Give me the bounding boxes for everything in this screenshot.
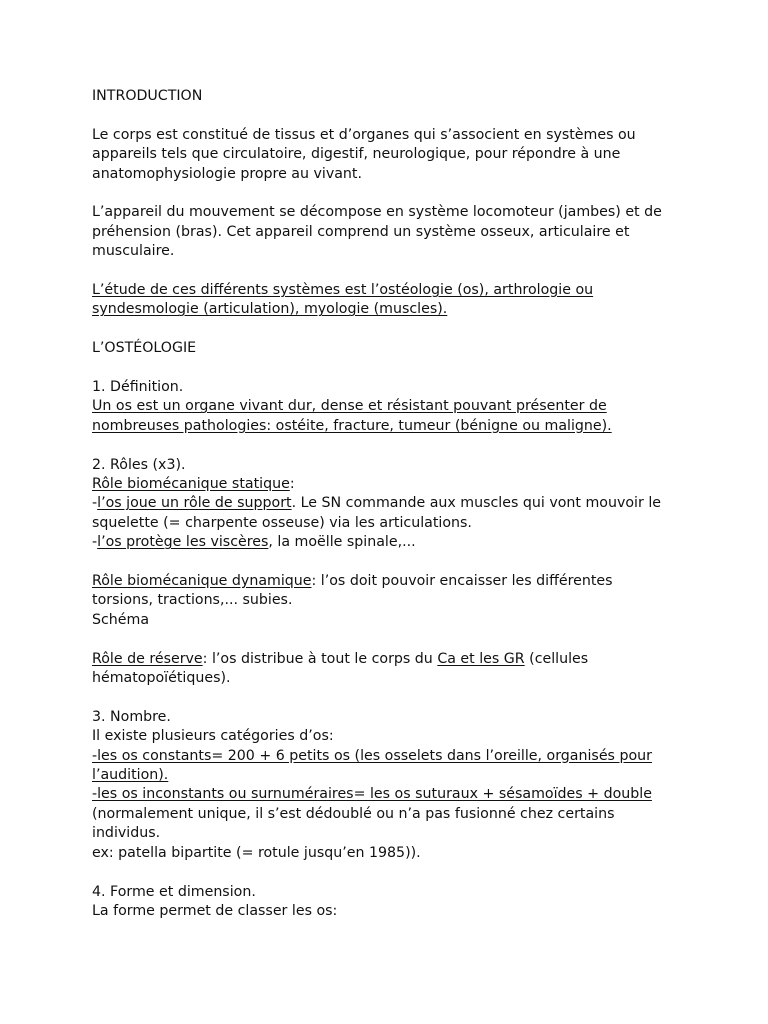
text-line: musculaire.: [92, 243, 175, 260]
text-line: squelette (= charpente osseuse) via les articulations.: [92, 514, 472, 531]
dynamic-role-paragraph: [92, 572, 682, 630]
underlined-text-line: syndesmologie (articulation), myologie (muscles).: [92, 301, 448, 318]
reserve-role-line: [92, 650, 682, 669]
text-line: L’appareil du mouvement se décompose en système locomoteur (jambes) et de: [92, 204, 662, 221]
reserve-role-rest: (cellules: [524, 650, 589, 667]
underlined-text-line: -les os inconstants ou surnuméraires= les os suturaux + sésamoïdes + double: [92, 786, 652, 803]
underlined-text-line: L’étude de ces différents systèmes est l’ostéologie (os), arthrologie ou: [92, 282, 594, 299]
dynamic-role-line: [92, 572, 682, 591]
underlined-text-line: nombreuses pathologies: ostéite, fracture, tumeur (bénigne ou maligne).: [92, 417, 612, 434]
intro-paragraph-1: [92, 126, 682, 184]
section-roles: [92, 456, 682, 553]
static-role-label: Rôle biomécanique statique: [92, 476, 290, 493]
section-title: 4. Forme et dimension.: [92, 883, 256, 900]
static-role-colon: :: [289, 476, 295, 493]
section-shape: [92, 883, 682, 922]
dynamic-role-rest: : l’os doit pouvoir encaisser les différentes: [311, 573, 613, 590]
intro-paragraph-2: [92, 203, 682, 261]
osteology-heading-text: L’OSTÉOLOGIE: [92, 340, 197, 357]
text-line: hématopoïétiques).: [92, 670, 231, 687]
underlined-text-line: Un os est un organe vivant dur, dense et résistant pouvant présenter de: [92, 398, 607, 415]
text-line: torsions, tractions,... subies.: [92, 592, 293, 609]
section-title: 3. Nombre.: [92, 708, 171, 725]
document-page: [92, 87, 682, 941]
text-line: ex: patella bipartite (= rotule jusqu’en 1985)).: [92, 844, 421, 861]
intro-heading: [92, 87, 682, 106]
osteology-heading: [92, 339, 682, 358]
protect-line: [92, 533, 682, 552]
protect-dash: -: [92, 534, 98, 551]
underlined-text-line: l’audition).: [92, 767, 169, 784]
intro-heading-text: INTRODUCTION: [92, 88, 203, 104]
text-line: Il existe plusieurs catégories d’os:: [92, 728, 334, 745]
static-role-line: [92, 475, 682, 494]
text-line: préhension (bras). Cet appareil comprend un système osseux, articulaire et: [92, 223, 630, 240]
text-line: anatomophysiologie propre au vivant.: [92, 165, 362, 182]
underlined-text-line: -les os constants= 200 + 6 petits os (les osselets dans l’oreille, organisés pour: [92, 747, 652, 764]
section-title: 1. Définition.: [92, 379, 184, 396]
dynamic-role-label: Rôle biomécanique dynamique: [92, 573, 312, 590]
schema-text: Schéma: [92, 611, 150, 628]
reserve-role-label: Rôle de réserve: [92, 650, 203, 667]
support-dash: -: [92, 495, 98, 512]
support-line: [92, 494, 682, 513]
text-line: La forme permet de classer les os:: [92, 902, 338, 919]
section-title: 2. Rôles (x3).: [92, 456, 186, 473]
support-underlined: l’os joue un rôle de support: [97, 495, 292, 512]
protect-underlined: l’os protège les viscères: [97, 534, 269, 551]
intro-paragraph-3: [92, 281, 682, 320]
section-number: [92, 708, 682, 863]
reserve-role-underlined: Ca et les GR: [437, 650, 525, 667]
section-definition: [92, 378, 682, 436]
text-line: appareils tels que circulatoire, digestif, neurologique, pour répondre à une: [92, 146, 621, 163]
reserve-role-mid: : l’os distribue à tout le corps du: [202, 650, 438, 667]
reserve-role-paragraph: [92, 650, 682, 689]
support-rest: . Le SN commande aux muscles qui vont mouvoir le: [291, 495, 661, 512]
text-line: (normalement unique, il s’est dédoublé ou n’a pas fusionné chez certains: [92, 805, 615, 822]
text-line: individus.: [92, 825, 161, 842]
text-line: Le corps est constitué de tissus et d’organes qui s’associent en systèmes ou: [92, 126, 636, 143]
protect-rest: , la moëlle spinale,...: [268, 534, 416, 551]
